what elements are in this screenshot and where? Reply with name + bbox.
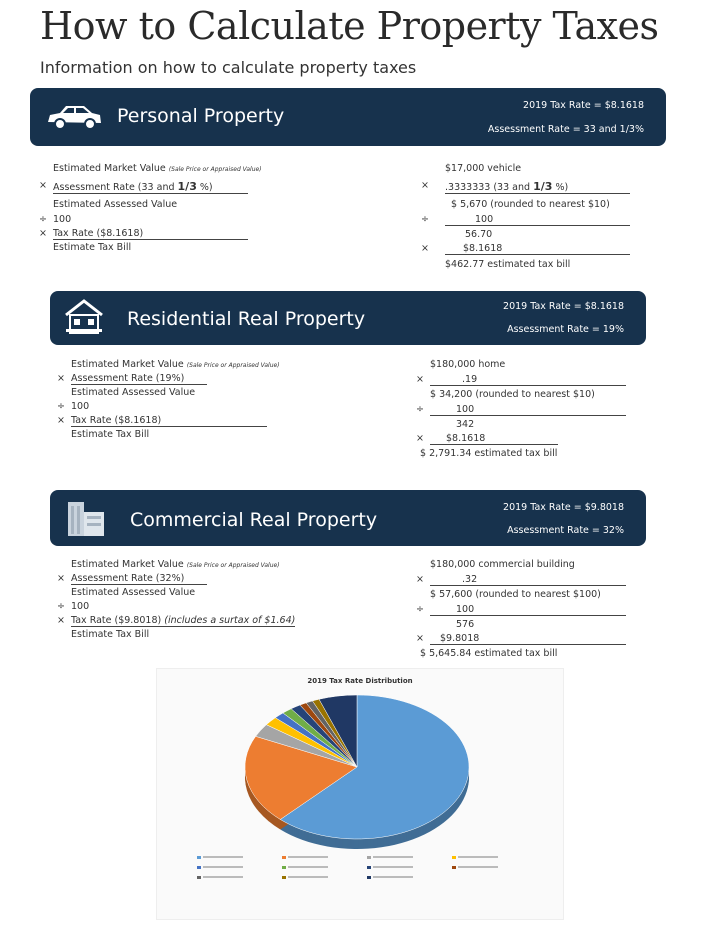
commercial-property-banner <box>50 490 646 546</box>
page-title: How to Calculate Property Taxes <box>40 4 659 48</box>
legend-swatch <box>452 866 456 869</box>
legend-label-placeholder <box>373 876 413 878</box>
commercial-property-title: Commercial Real Property <box>130 509 378 531</box>
tax-rate-pie-chart <box>156 668 564 920</box>
legend-swatch <box>367 866 371 869</box>
residential-assessment-rate: Assessment Rate = 19% <box>507 324 624 335</box>
personal-tax-rate: 2019 Tax Rate = $8.1618 <box>523 100 644 111</box>
commercial-tax-bill: $ 5,645.84 estimated tax bill <box>420 648 558 659</box>
assessed-value-label: Estimated Assessed Value <box>53 199 178 210</box>
personal-property-banner <box>30 88 666 146</box>
legend-swatch <box>367 876 371 879</box>
residential-property-banner <box>50 291 646 345</box>
legend-swatch <box>197 866 201 869</box>
legend-swatch <box>367 856 371 859</box>
residential-tax-bill: $ 2,791.34 estimated tax bill <box>420 448 558 459</box>
legend-swatch <box>282 866 286 869</box>
legend-label-placeholder <box>203 856 243 858</box>
legend-item-8 <box>197 875 243 879</box>
legend-label-placeholder <box>373 856 413 858</box>
legend-item-6 <box>367 865 413 869</box>
legend-label-placeholder <box>288 856 328 858</box>
pie-svg <box>157 689 563 869</box>
legend-item-3 <box>452 855 498 859</box>
legend-label-placeholder <box>288 866 328 868</box>
legend-label-placeholder <box>203 876 243 878</box>
market-value-label: Estimated Market Value <box>53 163 166 174</box>
house-icon <box>64 299 104 335</box>
legend-label-placeholder <box>458 866 498 868</box>
legend-item-10 <box>367 875 413 879</box>
legend-label-placeholder <box>458 856 498 858</box>
personal-tax-bill: $462.77 estimated tax bill <box>445 259 571 270</box>
legend-label-placeholder <box>288 876 328 878</box>
legend-swatch <box>197 876 201 879</box>
legend-item-4 <box>197 865 243 869</box>
legend-item-0 <box>197 855 243 859</box>
tax-bill-label: Estimate Tax Bill <box>53 242 132 253</box>
legend-item-1 <box>282 855 328 859</box>
legend-label-placeholder <box>203 866 243 868</box>
residential-property-title: Residential Real Property <box>127 308 366 330</box>
legend-swatch <box>282 876 286 879</box>
legend-swatch <box>282 856 286 859</box>
legend-item-5 <box>282 865 328 869</box>
legend-item-9 <box>282 875 328 879</box>
personal-assessment-rate: Assessment Rate = 33 and 1/3% <box>487 124 644 135</box>
building-icon <box>64 498 108 538</box>
chart-title: 2019 Tax Rate Distribution <box>307 677 413 685</box>
legend-swatch <box>452 856 456 859</box>
commercial-tax-rate: 2019 Tax Rate = $9.8018 <box>503 502 624 513</box>
legend-swatch <box>197 856 201 859</box>
legend-item-7 <box>452 865 498 869</box>
car-icon <box>44 102 104 132</box>
page-subtitle: Information on how to calculate property taxes <box>40 58 417 77</box>
personal-property-title: Personal Property <box>117 105 285 127</box>
legend-item-2 <box>367 855 413 859</box>
legend-label-placeholder <box>373 866 413 868</box>
residential-tax-rate: 2019 Tax Rate = $8.1618 <box>503 301 624 312</box>
commercial-assessment-rate: Assessment Rate = 32% <box>507 525 624 536</box>
